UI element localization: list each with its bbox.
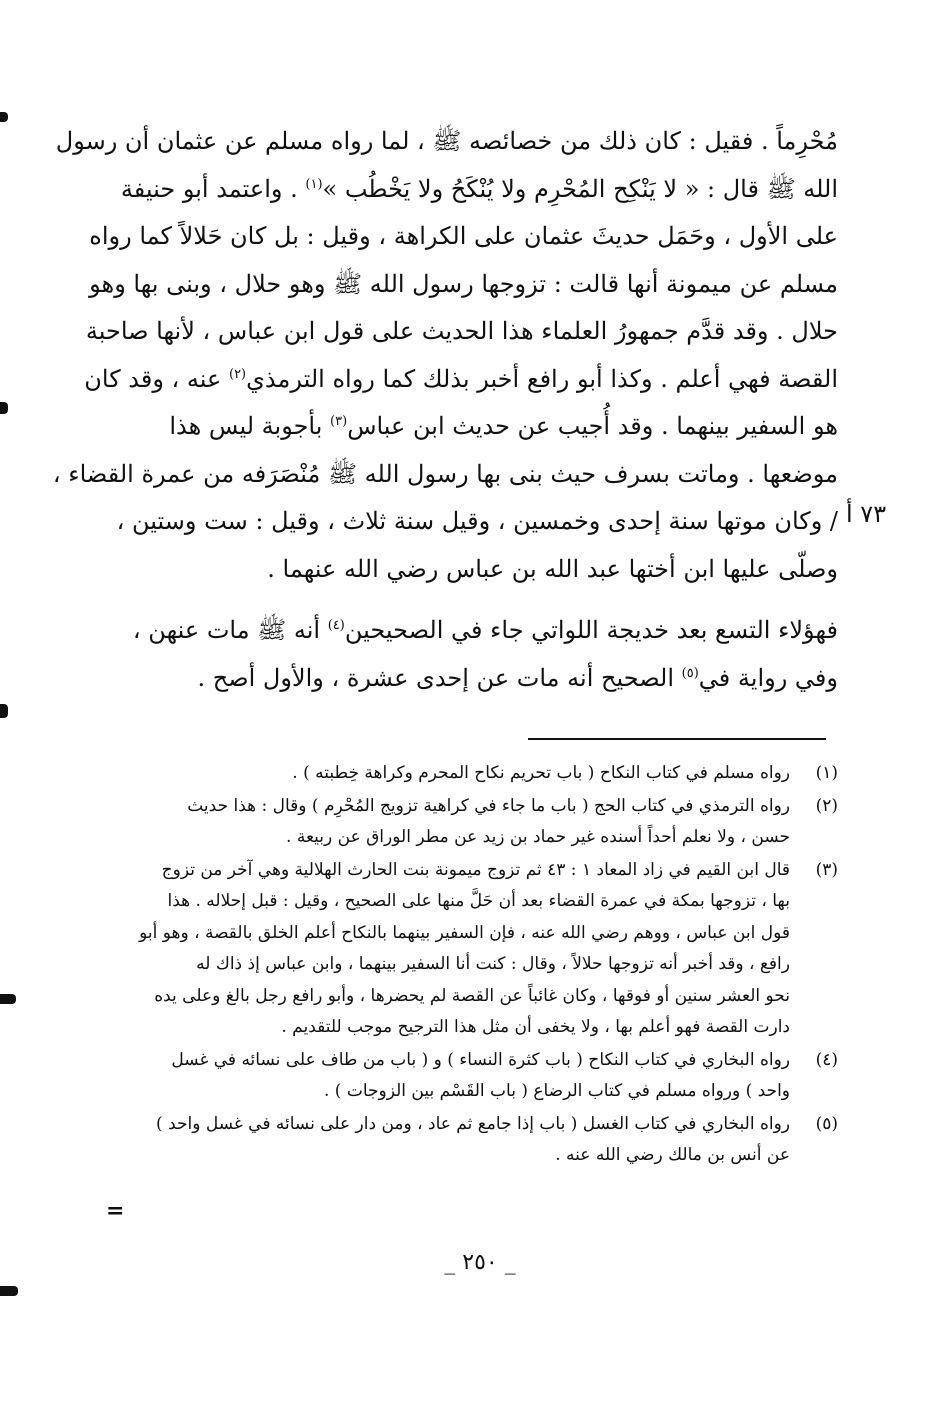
scan-edge-mark (0, 112, 8, 122)
text-line: مسلم عن ميمونة أنها قالت : تزوجها رسول الله ﷺ وهو حلال ، وبنى بها وهو (89, 269, 838, 298)
text-line: الله ﷺ قال : « لا يَنْكِح المُحْرِم ولا يُنْكَحُ ولا يَخْطُب »$^{(١)}$ . واعتمد أبو حنيفة (120, 174, 838, 203)
footnote-3 (118, 855, 838, 1044)
manuscript-folio-mark: ٧٣ أ (846, 500, 887, 528)
footnote-line: رواه مسلم في كتاب النكاح ( باب تحريم نكاح المحرم وكراهة خِطبته ) . (292, 763, 790, 783)
footnote-line: عن أنس بن مالك رضي الله عنه . (555, 1145, 790, 1165)
footnote-line: رواه البخاري في كتاب النكاح ( باب كثرة النساء ) و ( باب من طاف على نسائه في غسل (171, 1049, 790, 1070)
footnote-line: دارت القصة فهو أعلم بها ، ولا يخفى أن مثل هذا الترجيح موجب للتقديم . (281, 1017, 790, 1037)
footnote-ref: (٢) (228, 366, 247, 382)
paragraph-1 (52, 118, 838, 593)
scan-edge-mark (0, 1286, 18, 1296)
footnote-number: (٢) (815, 795, 838, 816)
footnote-number: (٣) (815, 859, 838, 880)
footnote-line: نحو العشر سنين أو فوقها ، وكان غائباً عن القصة لم يحضرها ، وأبو رافع رجل بالغ وعلى يده (154, 985, 790, 1006)
footnote-ref: (٥) (681, 665, 699, 681)
text-line: القصة فهي أعلم . وكذا أبو رافع أخبر بذلك كما رواه الترمذي$^{(٢)}$ عنه ، وقد كان (84, 364, 838, 393)
text-line: فهؤلاء التسع بعد خديجة اللواتي جاء في الصحيحين$^{(٤)}$ أنه ﷺ مات عنهن ، (132, 616, 838, 644)
footnote-line: حسن ، ولا نعلم أحداً أسنده غير حماد بن زيد عن مطر الوراق عن ربيعة . (286, 827, 790, 847)
page-number: _ ٢٥٠ _ (444, 1250, 516, 1275)
footnote-ref: (٤) (327, 618, 345, 633)
main-text (52, 118, 838, 702)
text-line: على الأول ، وحَمَل حديثَ عثمان على الكراهة ، وقيل : بل كان حَلالاً كما رواه (89, 222, 838, 250)
text-line: هو السفير بينهما . وقد أُجيب عن حديث ابن عباس$^{(٣)}$ بأجوبة ليس هذا (169, 412, 838, 440)
footnote-line: قال ابن القيم في زاد المعاد ١ : ٤٣ ثم تزوج ميمونة بنت الحارث الهلالية وهي آخر من تزوج (161, 859, 790, 880)
footnote-line: قول ابن عباس ، ووهم رضي الله عنه ، فإن السفير بينهما بالنكاح أعلم الخلق بالقصة ، وهو أبو (139, 922, 790, 943)
scan-edge-mark (0, 994, 16, 1004)
footnote-ref: (٣) (330, 414, 348, 429)
footnote-line: رافع ، وقد أخبر أنه تزوجها حلالاً ، وقال : كنت أنا السفير بينهما ، وابن عباس إذ ذاك له (196, 954, 790, 974)
footnote-line: واحد ) ورواه مسلم في كتاب الرضاع ( باب القَسْم بين الزوجات ) . (323, 1081, 790, 1101)
footnote-line: رواه الترمذي في كتاب الحج ( باب ما جاء في كراهية تزويج المُحْرِم ) وقال : هذا حديث (187, 795, 790, 816)
footnote-2 (118, 791, 838, 854)
footnote-4 (118, 1045, 838, 1108)
paragraph-2 (118, 607, 838, 702)
footnotes (118, 758, 838, 1173)
footnote-number: (٤) (815, 1049, 838, 1070)
text-line: موضعها . وماتت بسرف حيث بنى بها رسول الله ﷺ مُنْصَرَفه من عمرة القضاء ، (52, 459, 838, 488)
footnote-number: (٥) (815, 1113, 838, 1134)
footnote-1 (118, 758, 838, 790)
text-line: / وكان موتها سنة إحدى وخمسين ، وقيل سنة ثلاث ، وقيل : ست وستين ، (116, 507, 838, 535)
scan-edge-mark (0, 402, 8, 414)
footnote-line: رواه البخاري في كتاب الغسل ( باب إذا جامع ثم عاد ، ومن دار على نسائه في غسل واحد ) (156, 1113, 790, 1134)
scan-edge-mark (0, 704, 8, 718)
footnote-ref: (١) (305, 176, 323, 192)
text-line: حلال . وقد قدَّم جمهورُ العلماء هذا الحديث على قول ابن عباس ، لأنها صاحبة (85, 317, 838, 345)
footnote-line: بها ، تزوجها بمكة في عمرة القضاء بعد أن حَلَّ منها على الصحيح ، وقيل : قبل إحلاله . هذا (167, 891, 790, 911)
continuation-mark: = (106, 1198, 125, 1224)
footnote-number: (١) (815, 763, 838, 783)
footnote-separator (528, 738, 826, 740)
text-line: مُحْرِماً . فقيل : كان ذلك من خصائصه ﷺ ، لما رواه مسلم عن عثمان أن رسول (55, 127, 838, 155)
text-line: وصلّى عليها ابن أختها عبد الله بن عباس رضي الله عنهما . (267, 554, 838, 583)
footnote-5 (118, 1109, 838, 1172)
text-line: وفي رواية في$^{(٥)}$ الصحيح أنه مات عن إحدى عشرة ، والأول أصح . (197, 663, 838, 692)
